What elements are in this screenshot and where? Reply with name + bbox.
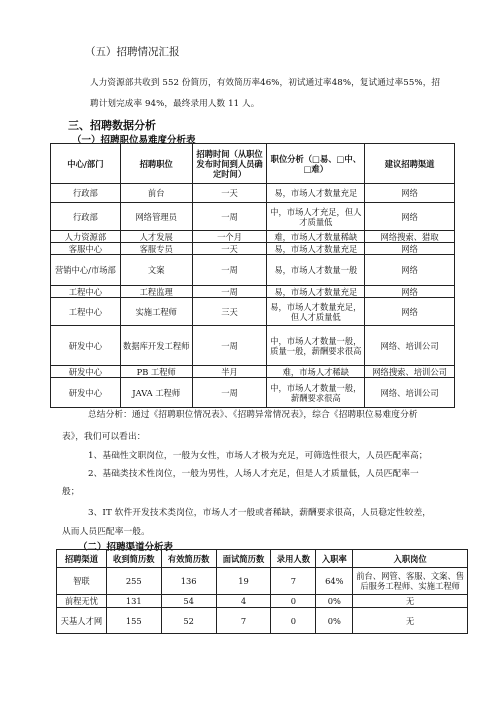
cell-channel: 网络 — [365, 286, 455, 298]
cell-analysis: 中，市场人才数量一般，质量一般，薪酬要求很高 — [267, 326, 365, 366]
cell-channel: 网络 — [365, 298, 455, 326]
cell-time: 一周 — [192, 378, 267, 408]
cell-rate: 0% — [316, 595, 353, 608]
cell-valid: 136 — [161, 568, 216, 595]
cell-channel: 网络 — [365, 243, 455, 255]
summary-point-1: 1、基础性文职岗位，一般为女性，市场人才极为充足，可筛选性很大，人员匹配率高； — [88, 451, 428, 461]
summary-line-2: 表》，我们可以看出： — [62, 432, 146, 442]
cell-position: 文案 — [120, 255, 192, 286]
header-position: 招聘职位 — [120, 144, 192, 184]
cell-valid: 52 — [161, 608, 216, 634]
table-row — [57, 595, 468, 608]
header-channel: 建议招聘渠道 — [365, 144, 455, 184]
cell-analysis: 难，市场人才稀缺 — [267, 366, 365, 378]
cell-time: 一周 — [192, 326, 267, 366]
cell-position: 工程监理 — [120, 286, 192, 298]
cell-channel: 网络 — [365, 203, 455, 231]
cell-channel: 网络、培训公司 — [365, 326, 455, 366]
table-1-caption: （一）招聘职位易难度分析表 — [72, 135, 196, 146]
header-interview-resumes: 面试简历数 — [216, 550, 271, 568]
cell-department: 研发中心 — [51, 366, 121, 378]
cell-hired: 7 — [271, 568, 316, 595]
table-row — [51, 326, 455, 366]
header-valid-resumes: 有效简历数 — [161, 550, 216, 568]
table-1-header-row — [51, 144, 455, 184]
cell-department: 行政部 — [51, 184, 121, 203]
summary-point-3-line-2: 从而人员匹配率一般。 — [62, 527, 150, 537]
table-row — [51, 184, 455, 203]
cell-time: 一周 — [192, 286, 267, 298]
cell-analysis: 易，市场人才数量充足 — [267, 243, 365, 255]
cell-department: 行政部 — [51, 203, 121, 231]
cell-analysis: 中，市场人才数量一般，薪酬要求很高 — [267, 378, 365, 408]
channel-analysis-table — [56, 549, 468, 634]
cell-channel: 智联 — [57, 568, 107, 595]
table-row — [51, 255, 455, 286]
header-resumes-received: 收到简历数 — [106, 550, 161, 568]
cell-hired: 0 — [271, 595, 316, 608]
cell-time: 一周 — [192, 203, 267, 231]
cell-position: 人才发展 — [120, 231, 192, 243]
cell-position: 实施工程师 — [120, 298, 192, 326]
cell-positions: 无 — [353, 608, 468, 634]
cell-channel: 天基人才网 — [57, 608, 107, 634]
cell-time: 三天 — [192, 298, 267, 326]
cell-channel: 网络 — [365, 255, 455, 286]
cell-time: 一天 — [192, 243, 267, 255]
cell-interview: 19 — [216, 568, 271, 595]
cell-department: 营销中心/市场部 — [51, 255, 121, 286]
cell-position: JAVA 工程师 — [120, 378, 192, 408]
table-row — [51, 243, 455, 255]
recruit-summary-line-1: 人力资源部共收到 552 份简历，有效简历率46%，初试通过率48%，复试通过率55%，招 — [90, 78, 441, 88]
cell-received: 255 — [106, 568, 161, 595]
position-difficulty-table — [50, 143, 455, 408]
table-row — [51, 366, 455, 378]
summary-point-3-line-1: 3、IT 软件开发技术类岗位，市场人才一般或者稀缺，薪酬要求很高，人员稳定性较差， — [88, 508, 432, 518]
table-row — [51, 203, 455, 231]
header-onboard-positions: 入职岗位 — [353, 550, 468, 568]
cell-department: 研发中心 — [51, 378, 121, 408]
cell-channel: 网络搜索、猎取 — [365, 231, 455, 243]
cell-received: 131 — [106, 595, 161, 608]
cell-position: 数据库开发工程师 — [120, 326, 192, 366]
cell-time: 一个月 — [192, 231, 267, 243]
header-position-analysis: 职位分析（□易、□中、□难） — [267, 144, 365, 184]
header-hired-count: 录用人数 — [271, 550, 316, 568]
recruit-summary-line-2: 聘计划完成率 94%，最终录用人数 11 人。 — [90, 99, 260, 109]
cell-channel: 网络、培训公司 — [365, 378, 455, 408]
table-row — [51, 378, 455, 408]
cell-rate: 0% — [316, 608, 353, 634]
cell-position: PB 工程师 — [120, 366, 192, 378]
cell-interview: 4 — [216, 595, 271, 608]
header-onboard-rate: 入职率 — [316, 550, 353, 568]
cell-rate: 64% — [316, 568, 353, 595]
summary-line-1: 总结分析：通过《招聘职位情况表》、《招聘异常情况表》，综合《招聘职位易难度分析 — [88, 410, 418, 420]
cell-analysis: 难，市场人才数量稀缺 — [267, 231, 365, 243]
table-row — [57, 608, 468, 634]
cell-positions: 前台、网管、客服、文案、售后服务工程师、实施工程师 — [353, 568, 468, 595]
table-2-header-row — [57, 550, 468, 568]
cell-hired: 0 — [271, 608, 316, 634]
cell-department: 工程中心 — [51, 298, 121, 326]
cell-analysis: 中，市场人才充足，但人才质量低 — [267, 203, 365, 231]
header-department: 中心/部门 — [51, 144, 121, 184]
cell-department: 人力资源部 — [51, 231, 121, 243]
cell-department: 研发中心 — [51, 326, 121, 366]
cell-department: 工程中心 — [51, 286, 121, 298]
table-row — [51, 286, 455, 298]
cell-channel: 网络 — [365, 184, 455, 203]
cell-analysis: 易，市场人才数量充足，但人才质量低 — [267, 298, 365, 326]
cell-time: 一周 — [192, 255, 267, 286]
cell-channel: 网络搜索、培训公司 — [365, 366, 455, 378]
header-recruit-time: 招聘时间（从职位发布时间到人员确定时间） — [192, 144, 267, 184]
section-3-title: 三、招聘数据分析 — [68, 119, 156, 132]
cell-position: 网络管理员 — [120, 203, 192, 231]
cell-position: 前台 — [120, 184, 192, 203]
table-2-caption: （二）招聘渠道分析表 — [78, 542, 174, 553]
summary-point-2-line-2: 般； — [62, 487, 80, 497]
cell-interview: 7 — [216, 608, 271, 634]
cell-received: 155 — [106, 608, 161, 634]
cell-position: 客服专员 — [120, 243, 192, 255]
cell-analysis: 易，市场人才数量充足 — [267, 286, 365, 298]
cell-analysis: 易，市场人才数量一般 — [267, 255, 365, 286]
table-row — [57, 568, 468, 595]
cell-time: 半月 — [192, 366, 267, 378]
table-row — [51, 298, 455, 326]
cell-channel: 前程无忧 — [57, 595, 107, 608]
table-row — [51, 231, 455, 243]
header-channel: 招聘渠道 — [57, 550, 107, 568]
cell-department: 客服中心 — [51, 243, 121, 255]
cell-valid: 54 — [161, 595, 216, 608]
cell-analysis: 易，市场人才数量充足 — [267, 184, 365, 203]
section-5-title: （五）招聘情况汇报 — [85, 46, 180, 58]
summary-point-2-line-1: 2、基础类技术性岗位，一般为男性，人场人才充足，但是人才质量低，人员匹配率一 — [88, 469, 419, 479]
cell-time: 一天 — [192, 184, 267, 203]
cell-positions: 无 — [353, 595, 468, 608]
